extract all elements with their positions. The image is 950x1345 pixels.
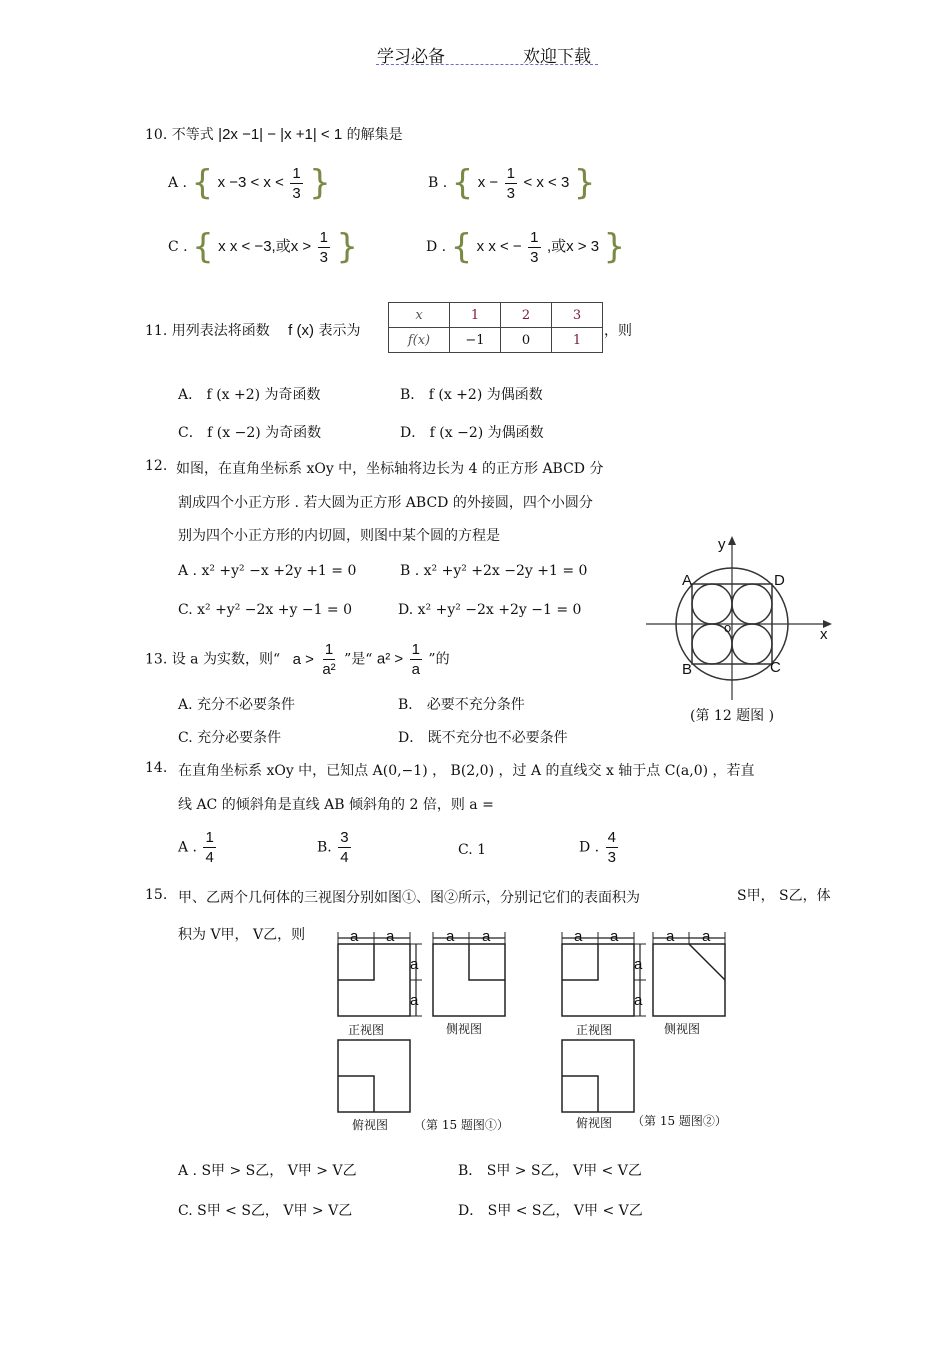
q13-mid: ”是“	[344, 651, 373, 668]
q14-d-fraction: $\frac{4}{3}$	[607, 829, 616, 866]
q10-b-fraction: $\frac{1}{3}$	[506, 164, 515, 202]
q14-line1: 在直角坐标系 xOy 中，已知点 A(0,−1) ， B(2,0) ，过 A 的直线交 x 轴于点 C(a,0) ，若直	[178, 763, 755, 779]
q10-b-label: B .	[428, 175, 448, 191]
q10-stem-post: 的解集是	[346, 127, 403, 143]
fig12-label-o: o	[724, 620, 732, 635]
q11-stem-text: 用列表法将函数	[171, 323, 270, 339]
table-cell: 2	[501, 303, 552, 328]
q10-c-fraction: $\frac{1}{3}$	[319, 228, 328, 266]
dim-label-a: a	[574, 928, 583, 945]
dim-label-a: a	[410, 992, 419, 1009]
q10-option-b	[428, 163, 595, 203]
small-circle	[732, 624, 772, 664]
dim-label-a: a	[386, 928, 395, 945]
small-circle	[692, 584, 732, 624]
side-view-square	[653, 944, 725, 1016]
dim-label-a: a	[610, 928, 619, 945]
q11-function-table	[388, 302, 603, 353]
dim-label-a: a	[446, 928, 455, 945]
q11-option-c: C． f (x −2) 为奇函数	[178, 425, 322, 441]
table-row	[389, 328, 603, 353]
q15-line1-tail: S甲， S乙，体	[737, 888, 831, 904]
q10-option-c	[168, 227, 358, 267]
q12-option-a: A . x² +y² −x +2y +1 = 0	[178, 563, 357, 579]
q11-number: 11.	[145, 323, 168, 339]
fig12-caption: (第 12 题图 )	[690, 708, 775, 724]
q10-d-expr-pre: x x < −	[476, 238, 522, 255]
q15-option-c: C. S甲 < S乙， V甲 > V乙	[178, 1203, 353, 1219]
q13-pre: 设 a 为实数，则“	[171, 651, 281, 668]
q12-line1: 如图，在直角坐标系 xOy 中，坐标轴将边长为 4 的正方形 ABCD 分	[176, 461, 604, 477]
q15-fig2-front-side	[558, 928, 738, 1028]
q14-option-d: D . $\frac{4}{3}$	[579, 829, 616, 866]
q11-stem-text2: 表示为	[318, 323, 361, 339]
q12-option-b: B . x² +y² +2x −2y +1 = 0	[400, 563, 588, 579]
q14-number: 14.	[145, 760, 168, 776]
dim-label-a: a	[350, 928, 359, 945]
q13-post: ”的	[428, 651, 450, 668]
q15-option-d: D． S甲 < S乙， V甲 < V乙	[458, 1203, 643, 1219]
q10-a-expr: x −3 < x <	[217, 174, 284, 191]
q10-number: 10.	[145, 127, 168, 143]
q12-line2: 割成四个小正方形 . 若大圆为正方形 ABCD 的外接圆，四个小圆分	[178, 495, 593, 511]
q10-d-expr-post: ,或x > 3	[546, 238, 600, 255]
q12-option-c: C. x² +y² −2x +y −1 = 0	[178, 602, 353, 618]
q13-e2-fraction: $\frac{1}{a}$	[411, 641, 420, 678]
left-brace-icon: {	[192, 227, 214, 267]
small-circle	[732, 584, 772, 624]
fig2-side-caption: 侧视图	[664, 1022, 701, 1036]
q13-number: 13.	[145, 651, 168, 668]
q15-fig1-top	[334, 1038, 414, 1114]
right-brace-icon: }	[309, 163, 331, 203]
q11-option-b: B． f (x +2) 为偶函数	[400, 387, 543, 403]
q10-stem-pre: 不等式	[171, 127, 214, 143]
dim-label-a: a	[702, 928, 711, 945]
right-brace-icon: }	[573, 163, 596, 203]
q14-option-c: C. 1	[458, 842, 487, 858]
fig12-label-d: D	[774, 572, 785, 589]
q10-stem	[145, 124, 403, 144]
q14-line2: 线 AC 的倾斜角是直线 AB 倾斜角的 2 倍，则 a =	[178, 797, 494, 813]
table-cell: 1	[450, 303, 501, 328]
left-brace-icon: {	[191, 163, 214, 203]
dim-label-a: a	[634, 992, 643, 1009]
fig2-front-caption: 正视图	[576, 1023, 613, 1037]
q13-option-c: C. 充分必要条件	[178, 730, 282, 746]
q11-fx: f (x)	[288, 322, 314, 339]
table-cell: 3	[552, 303, 603, 328]
q10-option-d	[426, 227, 625, 267]
q15-option-a: A . S甲 > S乙， V甲 > V乙	[178, 1163, 357, 1179]
fig12-label-c: C	[770, 659, 781, 676]
q12-number: 12.	[145, 458, 168, 474]
q11-tail: ，则	[604, 323, 632, 339]
table-cell: 0	[501, 328, 552, 353]
header-underline	[376, 64, 598, 65]
q13-stem	[145, 640, 450, 679]
q13-e2-pre: a² >	[376, 650, 404, 668]
q15-line1: 甲、乙两个几何体的三视图分别如图①、图②所示，分别记它们的表面积为	[178, 890, 640, 906]
q14-option-b: B. $\frac{3}{4}$	[317, 829, 349, 866]
q10-b-expr-pre: x −	[477, 174, 499, 191]
q15-fig2-top	[558, 1038, 638, 1114]
q15-number: 15.	[145, 887, 168, 903]
fig1-front-caption: 正视图	[348, 1023, 385, 1037]
q12-option-d: D. x² +y² −2x +2y −1 = 0	[398, 602, 582, 618]
dim-label-a: a	[666, 928, 675, 945]
q10-stem-expr: |2x −1| − |x +1| < 1	[218, 126, 343, 143]
q14-a-fraction: $\frac{1}{4}$	[205, 829, 214, 866]
q11-stem	[145, 320, 360, 340]
q13-option-d: D． 既不充分也不必要条件	[398, 730, 568, 746]
q10-a-fraction: $\frac{1}{3}$	[292, 164, 301, 202]
q10-option-a	[168, 163, 331, 203]
fig12-label-b: B	[682, 661, 693, 678]
q13-e1-fraction: $\frac{1}{\text{a²}}$	[322, 641, 336, 678]
table-row	[389, 303, 603, 328]
table-cell: x	[389, 303, 450, 328]
y-arrow-icon	[728, 536, 736, 545]
q10-c-expr: x x < −3,或x >	[218, 238, 312, 255]
q11-option-a: A． f (x +2) 为奇函数	[178, 387, 321, 403]
right-brace-icon: }	[336, 227, 359, 267]
fig1-top-caption: 俯视图	[352, 1118, 389, 1132]
q10-d-label: D .	[426, 239, 447, 255]
q10-d-fraction: $\frac{1}{3}$	[530, 228, 539, 266]
table-cell: 1	[552, 328, 603, 353]
table-cell: f(x)	[389, 328, 450, 353]
table-cell: −1	[450, 328, 501, 353]
dim-label-a: a	[410, 956, 419, 973]
q14-option-a: A . $\frac{1}{4}$	[178, 829, 214, 866]
dim-label-a: a	[482, 928, 491, 945]
fig2-top-caption: 俯视图	[576, 1116, 613, 1130]
fig1-caption: （第 15 题图①）	[414, 1118, 509, 1132]
q15-option-b: B． S甲 > S乙， V甲 < V乙	[458, 1163, 642, 1179]
fig1-side-caption: 侧视图	[446, 1022, 483, 1036]
fig12-label-x: x	[820, 626, 828, 643]
q11-option-d: D． f (x −2) 为偶函数	[400, 425, 544, 441]
q12-figure	[640, 532, 840, 702]
q10-b-expr-post: < x < 3	[523, 174, 570, 191]
q14-b-fraction: $\frac{3}{4}$	[340, 829, 349, 866]
q12-line3: 别为四个小正方形的内切圆，则图中某个圆的方程是	[178, 528, 500, 544]
q13-e1-pre: a >	[292, 650, 314, 668]
header-left: 学习必备	[377, 47, 445, 67]
dim-label-a: a	[634, 956, 643, 973]
fig12-label-y: y	[718, 536, 726, 553]
header-right: 欢迎下载	[523, 47, 591, 67]
left-brace-icon: {	[450, 227, 473, 267]
right-brace-icon: }	[603, 227, 626, 267]
q15-line2: 积为 V甲， V乙，则	[178, 927, 306, 943]
q13-option-b: B． 必要不充分条件	[398, 697, 525, 713]
q13-option-a: A. 充分不必要条件	[178, 697, 296, 713]
fig12-label-a: A	[682, 572, 693, 589]
left-brace-icon: {	[451, 163, 474, 203]
q10-a-label: A .	[168, 175, 188, 191]
q10-c-label: C .	[168, 239, 188, 255]
fig2-caption: （第 15 题图②）	[632, 1114, 727, 1128]
